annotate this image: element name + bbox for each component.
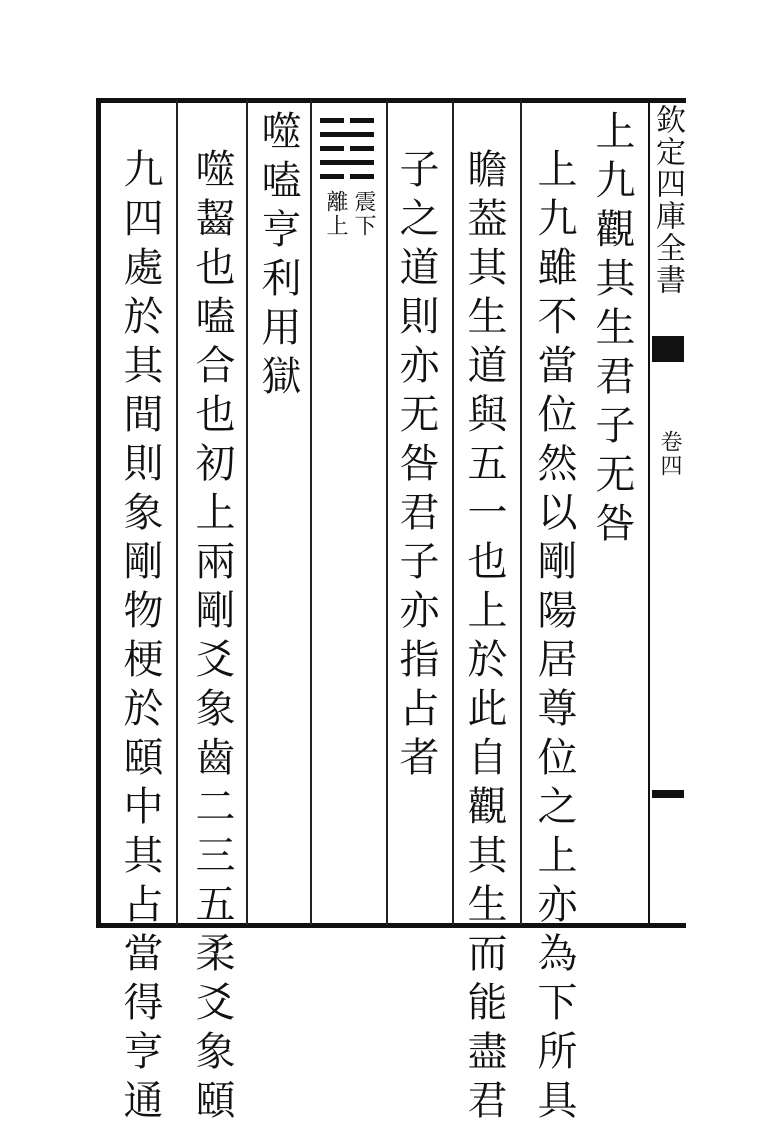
- column-rule: [176, 100, 178, 925]
- volume-label: 卷四: [657, 430, 682, 478]
- column-rule: [386, 100, 388, 925]
- gutter-title: 欽定四庫全書: [650, 104, 685, 296]
- trigram-lower: 震下: [351, 190, 376, 238]
- column-rule: [452, 100, 454, 925]
- column-rule: [246, 100, 248, 925]
- text-column-6: 噬齧也嗑合也初上兩剛爻象齒二三五柔爻象頤: [189, 148, 235, 1128]
- text-column-5: 噬嗑亨利用獄: [255, 110, 301, 404]
- fish-tail-mark-lower: [652, 790, 684, 798]
- text-column-7: 九四處於其間則象剛物梗於頤中其占當得亨通: [117, 148, 163, 1128]
- text-column-3: 瞻葢其生道與五一也上於此自觀其生而能盡君: [461, 148, 507, 1128]
- column-rule: [520, 100, 522, 925]
- text-column-4: 子之道則亦无咎君子亦指占者: [393, 148, 439, 785]
- text-column-1: 上九觀其生君子无咎: [589, 110, 635, 551]
- column-rule: [310, 100, 312, 925]
- trigram-upper: 離上: [323, 190, 348, 238]
- fish-tail-mark: [652, 336, 684, 362]
- text-column-2: 上九雖不當位然以剛陽居尊位之上亦為下所具: [531, 148, 577, 1128]
